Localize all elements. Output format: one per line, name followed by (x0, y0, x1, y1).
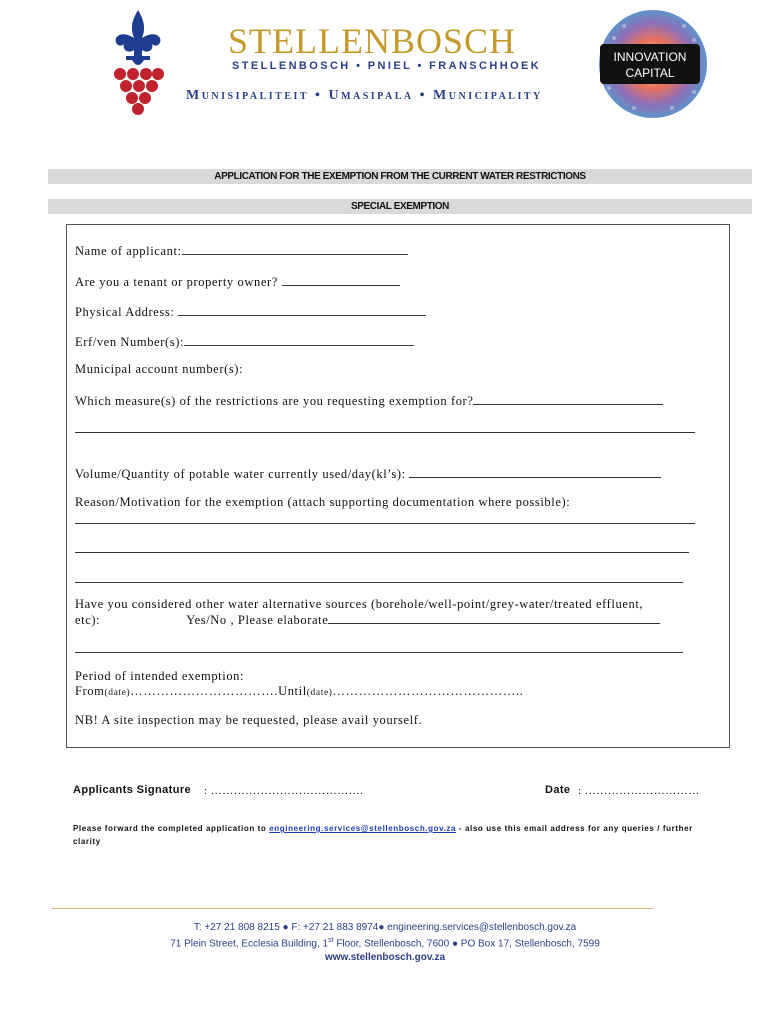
period-until-label: Until (278, 684, 307, 698)
erf-field[interactable] (184, 333, 414, 346)
measures-field[interactable] (473, 392, 663, 405)
measures-row (75, 392, 663, 409)
reason-line-1[interactable] (75, 523, 695, 524)
period-date-hint-2: (date) (306, 688, 333, 698)
volume-field[interactable] (409, 465, 661, 478)
footer-divider (52, 908, 654, 909)
alternative-row-1 (75, 597, 643, 612)
alternative-label-2a: etc): (75, 613, 101, 627)
applicant-name-label: Name of applicant: (75, 244, 182, 258)
period-from-label: From (75, 684, 105, 698)
municipal-crest-logo (108, 8, 168, 118)
volume-row (75, 465, 661, 482)
applicant-name-row (75, 242, 408, 259)
alternative-label-2b: Yes/No , Please elaborate (186, 613, 329, 627)
erf-row (75, 333, 414, 350)
tenant-owner-label: Are you a tenant or property owner? (75, 275, 278, 289)
brand-municipality: Munisipaliteit • Umasipala • Municipality (186, 88, 543, 103)
forward-email-link[interactable]: engineering.services@stellenbosch.gov.za (269, 824, 457, 833)
form-subtitle: SPECIAL EXEMPTION (48, 199, 752, 214)
reason-line-3[interactable] (75, 582, 683, 583)
tenant-owner-row (75, 273, 400, 290)
period-until-field[interactable]: …………………………………….. (332, 684, 524, 698)
erf-label: Erf/ven Number(s): (75, 335, 185, 349)
footer-website[interactable]: www.stellenbosch.gov.za (324, 952, 446, 963)
innovation-text-2: CAPITAL (625, 66, 675, 80)
date-field[interactable]: : ………………………… (578, 785, 700, 797)
period-dates-row (75, 684, 523, 699)
account-label: Municipal account number(s): (75, 362, 244, 376)
alternative-field[interactable] (328, 611, 660, 624)
brand-towns: STELLENBOSCH • PNIEL • FRANSCHHOEK (232, 60, 542, 72)
forward-instructions (73, 822, 713, 848)
reason-label: Reason/Motivation for the exemption (attach supporting documentation where possible): (75, 495, 571, 509)
alternative-row-2 (75, 611, 660, 628)
nb-note: NB! A site inspection may be requested, please avail yourself. (75, 713, 423, 727)
footer-address (0, 937, 770, 949)
measures-label: Which measure(s) of the restrictions are you requesting exemption for? (75, 394, 474, 408)
alternative-extra-line[interactable] (75, 652, 683, 653)
date-label: Date (545, 784, 571, 796)
period-from-field[interactable]: ……………………………. (130, 684, 279, 698)
account-row (75, 362, 243, 377)
signature-label: Applicants Signature (73, 784, 192, 796)
form-title: APPLICATION FOR THE EXEMPTION FROM THE CURRENT WATER RESTRICTIONS (48, 169, 752, 184)
period-date-hint-1: (date) (104, 688, 131, 698)
footer-address-sup: st (328, 937, 334, 944)
measures-extra-line[interactable] (75, 432, 695, 433)
period-row (75, 669, 244, 684)
innovation-text-1: INNOVATION (613, 50, 687, 64)
address-field[interactable] (178, 303, 426, 316)
volume-label: Volume/Quantity of potable water currently used/day(kl’s): (75, 467, 406, 481)
reason-line-2[interactable] (75, 552, 689, 553)
signature-field[interactable]: : …………………………………. (204, 785, 364, 797)
forward-prefix: Please forward the completed application to (73, 824, 267, 833)
reason-row (75, 495, 570, 510)
forward-suffix: - also use this email address for any queries / further clarity (73, 824, 693, 846)
address-label: Physical Address: (75, 305, 175, 319)
tenant-owner-field[interactable] (282, 273, 400, 286)
application-form-box (66, 224, 730, 748)
applicant-name-field[interactable] (182, 242, 408, 255)
period-label: Period of intended exemption: (75, 669, 245, 683)
brand-title: STELLENBOSCH (228, 21, 517, 61)
innovation-capital-logo (594, 8, 712, 120)
address-row (75, 303, 426, 320)
footer-contact: T: +27 21 808 8215 ● F: +27 21 883 8974● engineering.services@stellenbosch.gov.za (193, 922, 577, 933)
footer-address-a: 71 Plein Street, Ecclesia Building, 1 (170, 938, 329, 950)
footer-address-b: Floor, Stellenbosch, 7600 ● PO Box 17, Stellenbosch, 7599 (333, 938, 600, 950)
alternative-label-1: Have you considered other water alternative sources (borehole/well-point/grey-water/treated effluent, (75, 597, 644, 611)
